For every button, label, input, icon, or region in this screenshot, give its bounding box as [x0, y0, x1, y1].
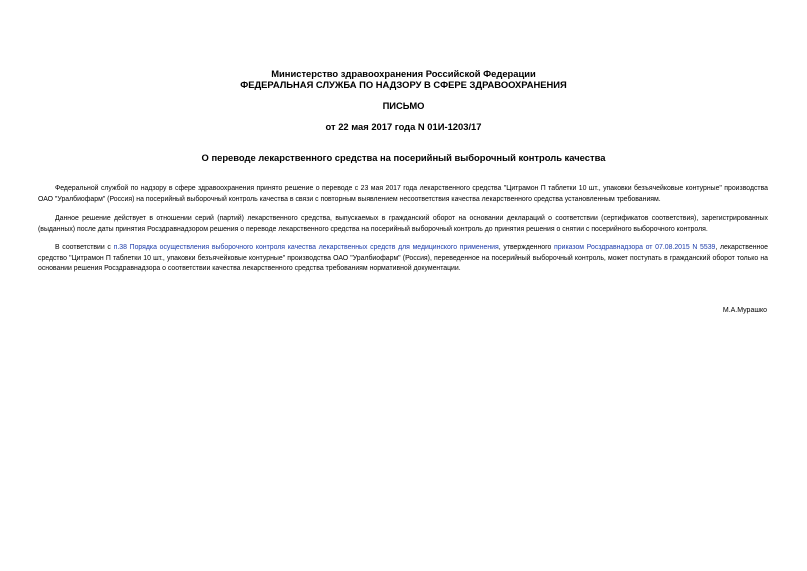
paragraph-text: , лекарственное средство "Цитрамон П таблетки 10 шт., упаковки безъячейковые контурные" производства ОАО "Уралбиофарм" (Россия), переведенное на посерийный выборочный контроль, может поступать в гражданский оборот только на основании решения Росздравнадзора о соответствии качества лекарственного средства требованиям нормативной документации. [38, 244, 768, 272]
paragraph-text: , утвержденного [498, 244, 555, 251]
document-type: ПИСЬМО [382, 100, 425, 111]
link-order-5539[interactable]: приказом Росздравнадзора от 07.08.2015 N 5539 [554, 244, 716, 251]
paragraph-scope: Данное решение действует в отношении серий (партий) лекарственного средства, выпускаемых в гражданский оборот на основании деклараций о соответствии (сертификатов соответствия), зарегистрированных (выданных) после даты принятия Росздравнадзором решения о переводе лекарственного средства на посерийный выборочный контроль до принятия решения о снятии с посерийного выборочного контроля. [38, 215, 768, 233]
link-control-procedure[interactable]: п.38 Порядка осуществления выборочного контроля качества лекарственных средств для медицинского применения [113, 244, 499, 251]
agency-name: ФЕДЕРАЛЬНАЯ СЛУЖБА ПО НАДЗОРУ В СФЕРЕ ЗДРАВООХРАНЕНИЯ [240, 79, 567, 90]
paragraph-text: В соответствии с [55, 244, 114, 251]
document-subject: О переводе лекарственного средства на посерийный выборочный контроль качества [201, 152, 606, 163]
document-date-number: от 22 мая 2017 года N 01И-1203/17 [325, 121, 482, 132]
paragraph-decision: Федеральной службой по надзору в сфере здравоохранения принято решение о переводе с 23 мая 2017 года лекарственного средства "Цитрамон П таблетки 10 шт., упаковки безъячейковые контурные" производства ОАО "Уралбиофарм" (Россия) на посерийный выборочный контроль качества в связи с повторным выявлением несоответствия качества лекарственного средства установленным требованиям. [38, 185, 768, 203]
signature: М.А.Мурашко [722, 307, 767, 314]
paragraph-legal-basis [38, 243, 768, 275]
ministry-name: Министерство здравоохранения Российской Федерации [271, 68, 536, 79]
